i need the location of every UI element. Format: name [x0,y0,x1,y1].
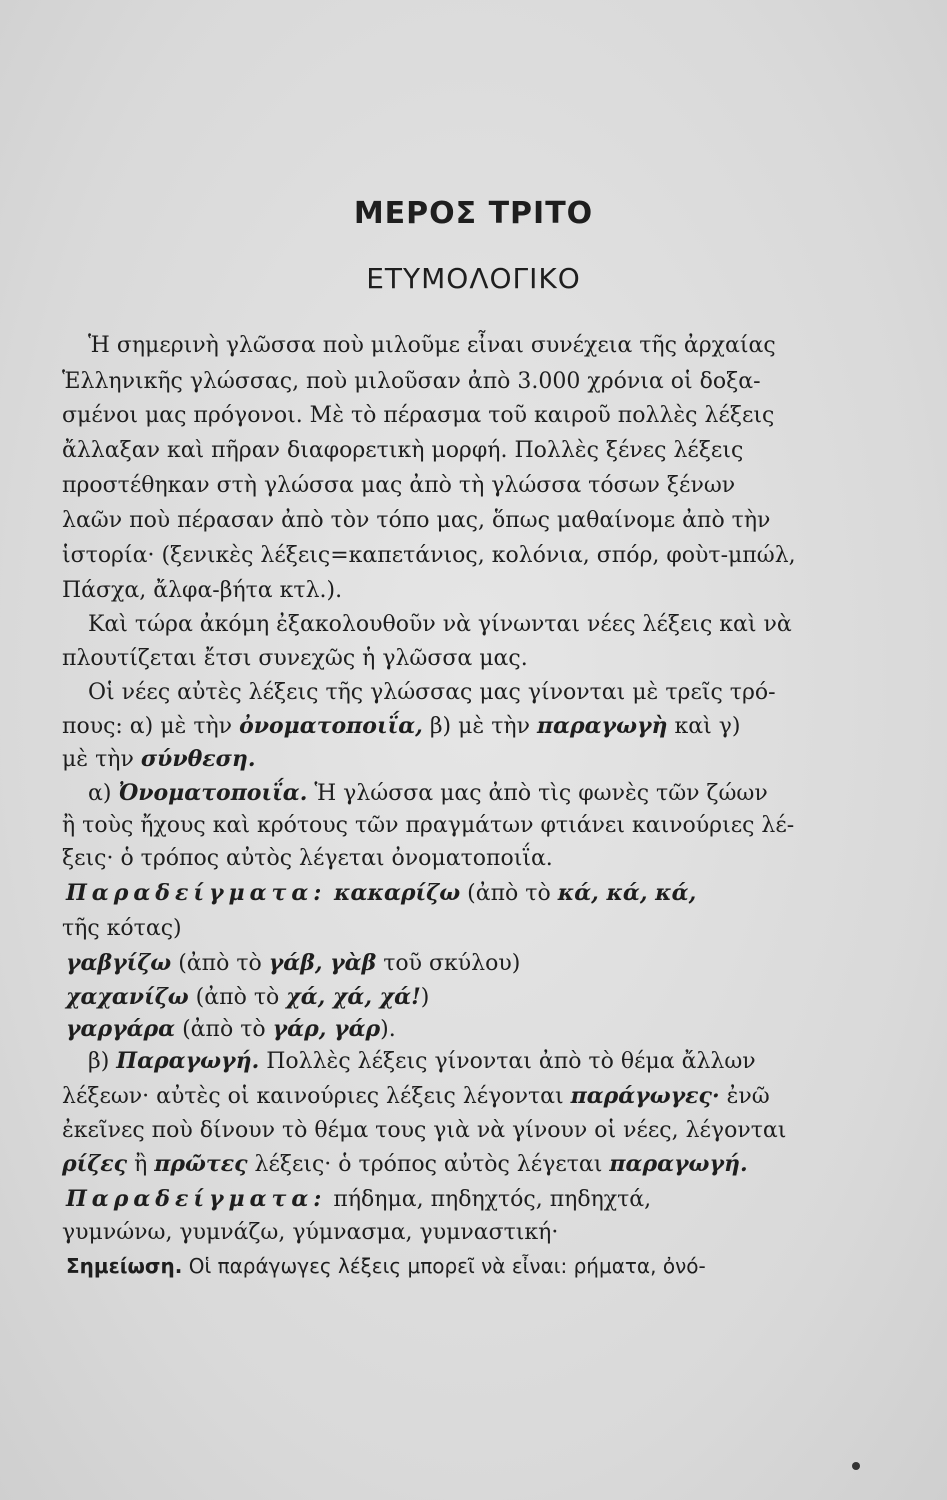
subsection-onomatopoeia: α) Ὀνοματοποιΐα. Ἡ γλώσσα μας ἀπὸ τὶς φωνὲς τῶν ζώων [88,780,768,806]
text-line: ἐκεῖνες ποὺ δίνουν τὸ θέμα τους γιὰ νὰ γίνουν οἱ νέες, λέγονται [62,1118,787,1143]
text-line: ἱστορία· (ξενικὲς λέξεις=καπετάνιος, κολόνια, σπόρ, φοὺτ-μπώλ, [62,543,796,568]
text-line: ἄλλαξαν καὶ πῆραν διαφορετικὴ μορφή. Πολλὲς ξένες λέξεις [62,438,744,463]
term-onomatopoeia: ὀνοματοποιΐα, [239,713,423,739]
text-line: Ἑλληνικῆς γλώσσας, ποὺ μιλοῦσαν ἀπὸ 3.000 χρόνια οἱ δοξα- [62,369,761,394]
text-line: σμένοι μας πρόγονοι. Μὲ τὸ πέρασμα τοῦ καιροῦ πολλὲς λέξεις [62,403,775,428]
section-title: ΕΤΥΜΟΛΟΓΙΚΟ [366,262,581,295]
note-label: Σημείωση. [66,1254,183,1278]
text-line: Ἡ σημερινὴ γλῶσσα ποὺ μιλοῦμε εἶναι συνέχεια τῆς ἀρχαίας [88,333,776,358]
text-line: ἢ τοὺς ἤχους καὶ κρότους τῶν πραγμάτων φτιάνει καινούριες λέ- [62,813,795,838]
term-derivation: παραγωγὴ [536,713,668,739]
term-compounding: σύνθεση. [140,746,256,772]
examples-line: Παραδείγματα: κακαρίζω (ἀπὸ τὸ κά, κά, κά, [66,880,697,906]
example-item: χαχανίζω (ἀπὸ τὸ χά, χά, χά!) [66,984,430,1010]
text-line: πους: α) μὲ τὴν ὀνοματοποιΐα, β) μὲ τὴν παραγωγὴ καὶ γ) [62,713,741,739]
text-line: ξεις· ὁ τρόπος αὐτὸς λέγεται ὀνοματοποιΐα. [62,846,553,871]
text-line: Πάσχα, ἄλφα-βήτα κτλ.). [62,578,343,603]
text-line: Οἱ νέες αὐτὲς λέξεις τῆς γλώσσας μας γίνονται μὲ τρεῖς τρό- [88,680,776,705]
examples-label: Παραδείγματα: [66,880,327,906]
page-speck [852,1462,860,1470]
text-line: γυμνώνω, γυμνάζω, γύμνασμα, γυμναστική· [62,1220,559,1245]
subsection-derivation: β) Παραγωγή. Πολλὲς λέξεις γίνονται ἀπὸ τὸ θέμα ἄλλων [88,1048,756,1074]
text-line: μὲ τὴν σύνθεση. [62,746,256,772]
text-line: τῆς κότας) [62,916,182,941]
example-item: γαργάρα (ἀπὸ τὸ γάρ, γάρ). [66,1016,396,1042]
part-title: ΜΕΡΟΣ ΤΡΙΤΟ [353,196,594,231]
text-line: λέξεων· αὐτὲς οἱ καινούριες λέξεις λέγονται παράγωγες· ἐνῶ [62,1083,770,1109]
examples-line: Παραδείγματα: πήδημα, πηδηχτός, πηδηχτά, [66,1186,652,1212]
text-line: λαῶν ποὺ πέρασαν ἀπὸ τὸν τόπο μας, ὅπως μαθαίνομε ἀπὸ τὴν [62,508,771,533]
text-line: πλουτίζεται ἔτσι συνεχῶς ἡ γλῶσσα μας. [62,646,528,671]
text-line: Καὶ τώρα ἀκόμη ἐξακολουθοῦν νὰ γίνωνται νέες λέξεις καὶ νὰ [88,612,792,637]
example-item: γαβγίζω (ἀπὸ τὸ γάβ, γὰβ τοῦ σκύλου) [66,950,521,976]
examples-label: Παραδείγματα: [66,1186,327,1212]
text-line: προστέθηκαν στὴ γλώσσα μας ἀπὸ τὴ γλώσσα τόσων ξένων [62,473,736,498]
text-line: ρίζες ἢ πρῶτες λέξεις· ὁ τρόπος αὐτὸς λέγεται παραγωγή. [62,1151,748,1177]
note-line: Σημείωση. Οἱ παράγωγες λέξεις μπορεῖ νὰ εἶναι: ρήματα, ὀνό- [66,1254,706,1278]
